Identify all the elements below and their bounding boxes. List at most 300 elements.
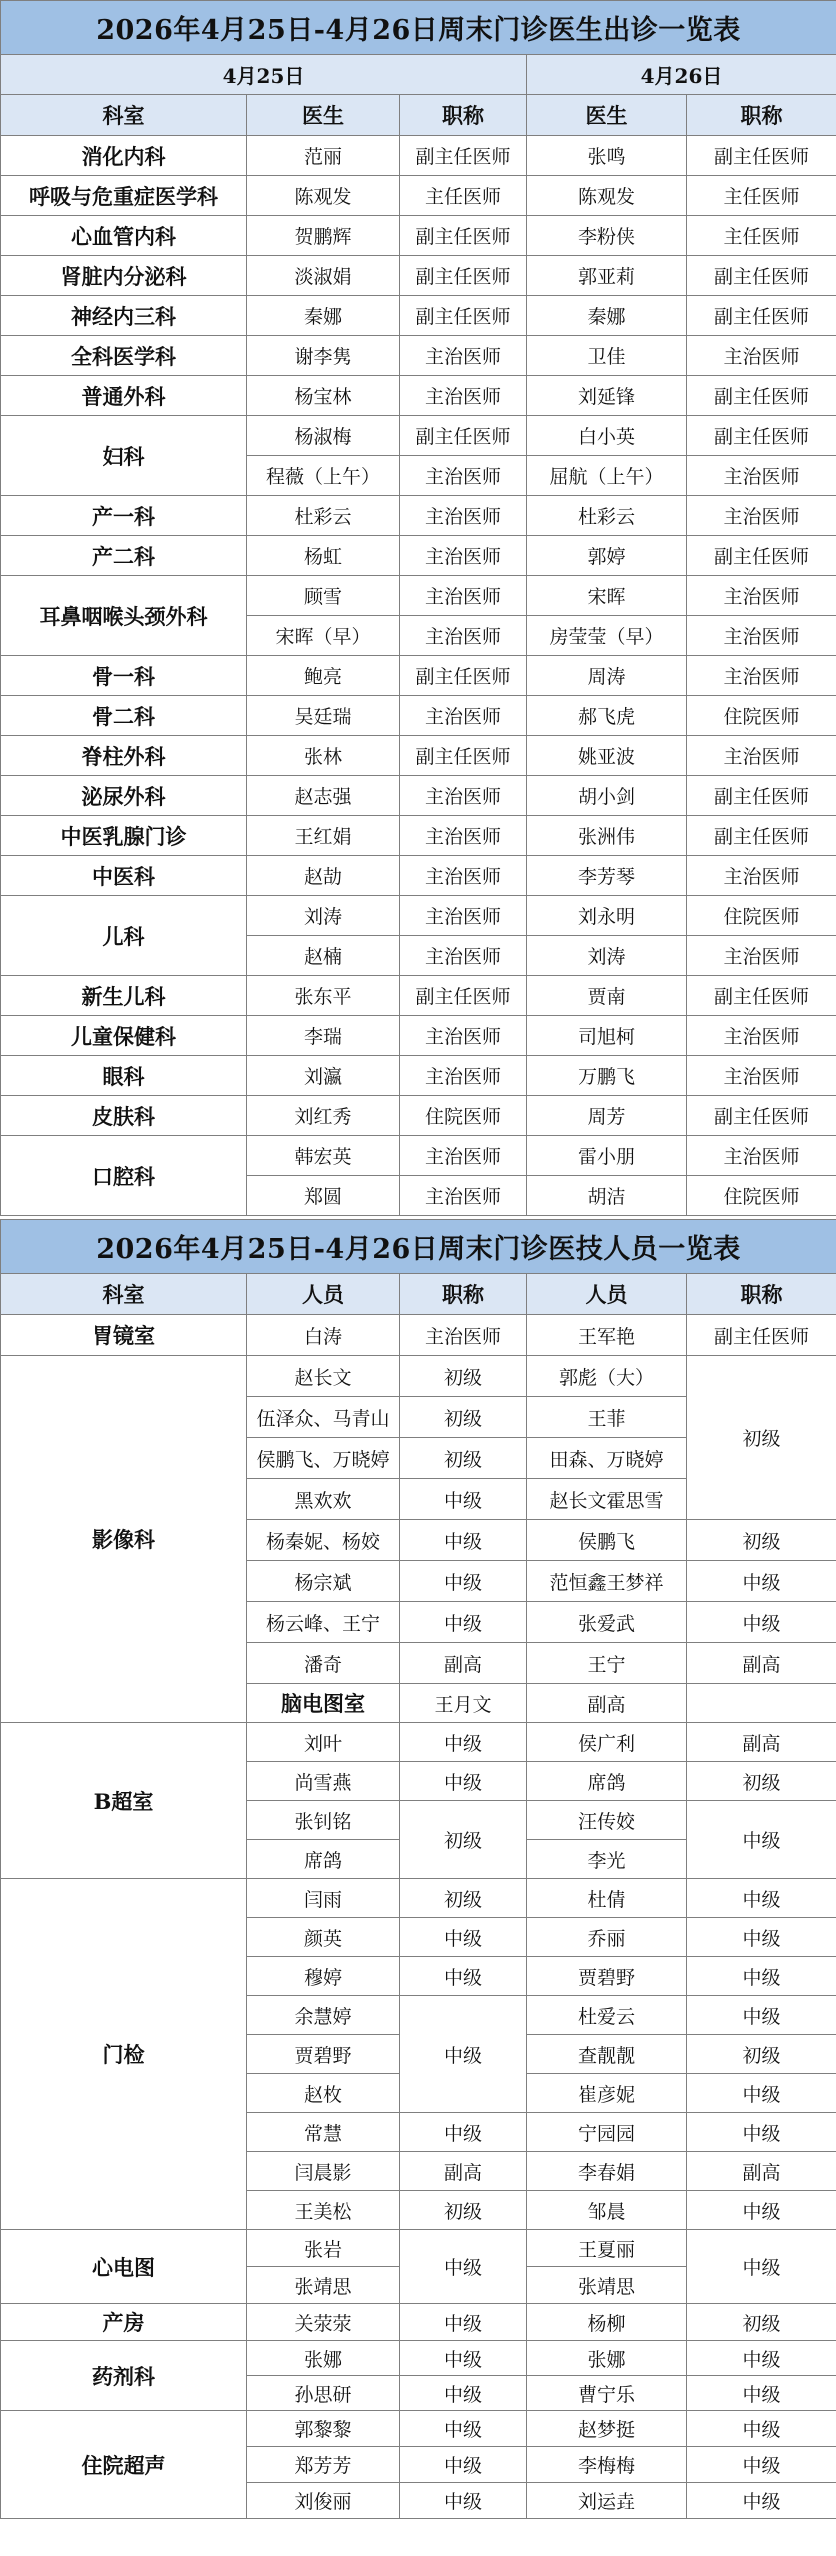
doctor-row [1, 376, 836, 416]
doctor-row [1, 536, 836, 576]
doctor-dept-cell: 眼科 [1, 1056, 247, 1096]
doctor-cell: 主任医师 [400, 176, 527, 216]
doctor-cell: 副主任医师 [687, 136, 836, 176]
doctor-cell: 副主任医师 [687, 976, 836, 1016]
staff-cell: 中级 [400, 1957, 527, 1996]
doctor-dept-cell: 心血管内科 [1, 216, 247, 256]
staff-cell: 侯鹏飞、万晓婷 [247, 1438, 400, 1479]
staff-dept-cell: 心电图 [1, 2230, 247, 2304]
staff-cell: 王军艳 [527, 1315, 687, 1356]
staff-cell [687, 1684, 836, 1723]
staff-cell: 邹晨 [527, 2191, 687, 2230]
staff-cell: 中级 [400, 2483, 527, 2519]
doctor-dept-cell: 妇科 [1, 416, 247, 496]
doctor-cell: 刘涛 [247, 896, 400, 936]
doctor-cell: 住院医师 [687, 1176, 836, 1216]
staff-cell: 黑欢欢 [247, 1479, 400, 1520]
staff-cell: 李春娟 [527, 2152, 687, 2191]
doctor-cell: 主治医师 [687, 496, 836, 536]
staff-row [1, 2341, 836, 2376]
header-staff-2: 人员 [527, 1274, 687, 1315]
doctor-cell: 李粉侠 [527, 216, 687, 256]
doctor-cell: 郭亚莉 [527, 256, 687, 296]
doctor-dept-cell: 儿童保健科 [1, 1016, 247, 1056]
doctor-cell: 屈航（上午） [527, 456, 687, 496]
doctor-cell: 顾雪 [247, 576, 400, 616]
doctor-dept-cell: 新生儿科 [1, 976, 247, 1016]
staff-cell: 副高 [687, 2152, 836, 2191]
doctor-cell: 张洲伟 [527, 816, 687, 856]
staff-cell: 王月文 [400, 1684, 527, 1723]
staff-row [1, 2304, 836, 2341]
staff-cell: 贾碧野 [247, 2035, 400, 2074]
staff-cell: 中级 [400, 2230, 527, 2304]
doctor-table-body [1, 136, 836, 1216]
staff-cell: 中级 [400, 1520, 527, 1561]
staff-dept-cell: 脑电图室 [247, 1684, 400, 1723]
doctor-dept-cell: 骨二科 [1, 696, 247, 736]
doctor-cell: 副主任医师 [400, 976, 527, 1016]
staff-cell: 副主任医师 [687, 1315, 836, 1356]
staff-cell: 杨云峰、王宁 [247, 1602, 400, 1643]
doctor-cell: 淡淑娟 [247, 256, 400, 296]
doctor-cell: 秦娜 [247, 296, 400, 336]
doctor-cell: 白小英 [527, 416, 687, 456]
staff-cell: 中级 [400, 2113, 527, 2152]
doctor-cell: 主治医师 [400, 1016, 527, 1056]
doctor-cell: 主治医师 [400, 856, 527, 896]
doctor-cell: 胡洁 [527, 1176, 687, 1216]
staff-cell: 王美松 [247, 2191, 400, 2230]
staff-cell: 刘运垚 [527, 2483, 687, 2519]
doctor-row [1, 416, 836, 456]
staff-cell: 中级 [687, 2447, 836, 2483]
staff-cell: 闫晨影 [247, 2152, 400, 2191]
doctor-dept-cell: 产一科 [1, 496, 247, 536]
doctor-dept-cell: 皮肤科 [1, 1096, 247, 1136]
staff-cell: 乔丽 [527, 1918, 687, 1957]
doctor-cell: 主治医师 [400, 936, 527, 976]
doctor-cell: 副主任医师 [687, 256, 836, 296]
doctor-cell: 副主任医师 [400, 216, 527, 256]
staff-cell: 初级 [687, 2035, 836, 2074]
doctor-cell: 主治医师 [400, 456, 527, 496]
doctor-cell: 副主任医师 [687, 416, 836, 456]
staff-cell: 中级 [400, 1561, 527, 1602]
doctor-cell: 刘延锋 [527, 376, 687, 416]
doctor-cell: 宋晖（早） [247, 616, 400, 656]
doctor-cell: 副主任医师 [687, 816, 836, 856]
staff-cell: 中级 [400, 1479, 527, 1520]
doctor-cell: 主治医师 [687, 336, 836, 376]
doctor-dept-cell: 全科医学科 [1, 336, 247, 376]
doctor-row [1, 776, 836, 816]
doctor-cell: 主治医师 [687, 856, 836, 896]
doctor-cell: 杨虹 [247, 536, 400, 576]
staff-cell: 初级 [400, 1356, 527, 1397]
staff-cell: 中级 [400, 2411, 527, 2447]
doctor-row [1, 176, 836, 216]
header-title-1: 职称 [400, 95, 527, 136]
doctor-cell: 雷小朋 [527, 1136, 687, 1176]
doctor-row [1, 976, 836, 1016]
staff-cell: 王夏丽 [527, 2230, 687, 2267]
doctor-cell: 主治医师 [687, 616, 836, 656]
doctor-dept-cell: 骨一科 [1, 656, 247, 696]
staff-row [1, 1723, 836, 1762]
staff-dept-cell: 影像科 [1, 1356, 247, 1723]
doctor-row [1, 296, 836, 336]
doctor-cell: 主治医师 [687, 576, 836, 616]
staff-cell: 初级 [400, 1397, 527, 1438]
staff-cell: 中级 [687, 2191, 836, 2230]
staff-cell: 曹宁乐 [527, 2376, 687, 2411]
staff-cell: 杜爱云 [527, 1996, 687, 2035]
staff-cell: 中级 [400, 1723, 527, 1762]
staff-cell: 白涛 [247, 1315, 400, 1356]
header-staff-title-1: 职称 [400, 1274, 527, 1315]
staff-cell: 初级 [687, 2304, 836, 2341]
header-doctor-1: 医生 [247, 95, 400, 136]
staff-cell: 中级 [687, 2074, 836, 2113]
staff-cell: 贾碧野 [527, 1957, 687, 1996]
staff-row [1, 1356, 836, 1397]
doctor-cell: 周芳 [527, 1096, 687, 1136]
doctor-dept-cell: 口腔科 [1, 1136, 247, 1216]
doctor-cell: 郑圆 [247, 1176, 400, 1216]
doctor-cell: 吴廷瑞 [247, 696, 400, 736]
doctor-cell: 主治医师 [400, 776, 527, 816]
doctor-cell: 秦娜 [527, 296, 687, 336]
staff-cell: 伍泽众、马青山 [247, 1397, 400, 1438]
doctor-cell: 主治医师 [400, 576, 527, 616]
doctor-dept-cell: 儿科 [1, 896, 247, 976]
staff-cell: 颜英 [247, 1918, 400, 1957]
staff-cell: 张岩 [247, 2230, 400, 2267]
doctor-cell: 主治医师 [687, 736, 836, 776]
doctor-dept-cell: 消化内科 [1, 136, 247, 176]
doctor-cell: 副主任医师 [687, 536, 836, 576]
staff-dept-cell: 药剂科 [1, 2341, 247, 2411]
staff-cell: 中级 [687, 2376, 836, 2411]
staff-cell: 中级 [400, 1996, 527, 2113]
staff-cell: 中级 [687, 1918, 836, 1957]
date-header-2: 4月26日 [527, 55, 836, 95]
doctor-cell: 主治医师 [400, 1136, 527, 1176]
doctor-cell: 杨宝林 [247, 376, 400, 416]
doctor-cell: 副主任医师 [400, 736, 527, 776]
doctor-cell: 李瑞 [247, 1016, 400, 1056]
doctor-cell: 住院医师 [687, 896, 836, 936]
doctor-cell: 鲍亮 [247, 656, 400, 696]
doctor-cell: 副主任医师 [687, 296, 836, 336]
doctor-cell: 主治医师 [400, 496, 527, 536]
staff-cell: 中级 [400, 2447, 527, 2483]
staff-cell: 中级 [687, 2230, 836, 2304]
header-dept-2: 科室 [1, 1274, 247, 1315]
doctor-row [1, 856, 836, 896]
staff-cell: 中级 [687, 2113, 836, 2152]
doctor-cell: 主任医师 [687, 216, 836, 256]
doctor-cell: 副主任医师 [400, 256, 527, 296]
staff-cell: 中级 [400, 2341, 527, 2376]
doctor-cell: 李芳琴 [527, 856, 687, 896]
staff-row [1, 2230, 836, 2267]
doctor-cell: 主任医师 [687, 176, 836, 216]
doctor-cell: 陈观发 [527, 176, 687, 216]
doctor-row [1, 656, 836, 696]
staff-dept-cell: 产房 [1, 2304, 247, 2341]
staff-cell: 杨宗斌 [247, 1561, 400, 1602]
doctor-cell: 住院医师 [400, 1096, 527, 1136]
staff-cell: 杨柳 [527, 2304, 687, 2341]
doctor-row [1, 256, 836, 296]
staff-cell: 宁园园 [527, 2113, 687, 2152]
staff-dept-cell: 胃镜室 [1, 1315, 247, 1356]
doctor-row [1, 576, 836, 616]
doctor-cell: 杨淑梅 [247, 416, 400, 456]
doctor-cell: 贺鹏辉 [247, 216, 400, 256]
staff-dept-cell: 住院超声 [1, 2411, 247, 2519]
doctor-cell: 卫佳 [527, 336, 687, 376]
doctor-cell: 主治医师 [400, 896, 527, 936]
doctor-cell: 副主任医师 [687, 776, 836, 816]
doctor-cell: 张东平 [247, 976, 400, 1016]
doctor-cell: 主治医师 [687, 1016, 836, 1056]
staff-cell: 初级 [400, 1438, 527, 1479]
staff-cell: 中级 [687, 2411, 836, 2447]
staff-row [1, 1879, 836, 1918]
doctor-row [1, 336, 836, 376]
staff-cell: 刘俊丽 [247, 2483, 400, 2519]
staff-cell: 常慧 [247, 2113, 400, 2152]
header-title-2: 职称 [687, 95, 836, 136]
staff-table-title: 2026年4月25日-4月26日周末门诊医技人员一览表 [1, 1220, 836, 1274]
staff-cell: 主治医师 [400, 1315, 527, 1356]
staff-cell: 初级 [400, 2191, 527, 2230]
staff-table-body [1, 1315, 836, 2519]
doctor-cell: 姚亚波 [527, 736, 687, 776]
staff-cell: 田森、万晓婷 [527, 1438, 687, 1479]
staff-dept-cell: 门检 [1, 1879, 247, 2230]
staff-cell: 汪传姣 [527, 1801, 687, 1840]
staff-cell: 中级 [400, 2304, 527, 2341]
staff-cell: 范恒鑫王梦祥 [527, 1561, 687, 1602]
doctor-cell: 司旭柯 [527, 1016, 687, 1056]
staff-cell: 尚雪燕 [247, 1762, 400, 1801]
doctor-dept-cell: 普通外科 [1, 376, 247, 416]
doctor-row [1, 496, 836, 536]
staff-dept-cell: B超室 [1, 1723, 247, 1879]
doctor-cell: 赵劼 [247, 856, 400, 896]
doctor-cell: 刘涛 [527, 936, 687, 976]
doctor-cell: 陈观发 [247, 176, 400, 216]
doctor-cell: 谢李隽 [247, 336, 400, 376]
staff-cell: 初级 [687, 1520, 836, 1561]
doctor-cell: 主治医师 [687, 456, 836, 496]
staff-cell: 中级 [687, 1561, 836, 1602]
doctor-row [1, 136, 836, 176]
staff-cell: 张娜 [247, 2341, 400, 2376]
doctor-cell: 主治医师 [400, 696, 527, 736]
doctor-cell: 副主任医师 [400, 416, 527, 456]
doctor-dept-cell: 中医科 [1, 856, 247, 896]
staff-cell: 赵梦挺 [527, 2411, 687, 2447]
doctor-cell: 副主任医师 [400, 656, 527, 696]
doctor-cell: 主治医师 [687, 1136, 836, 1176]
header-dept: 科室 [1, 95, 247, 136]
staff-cell: 郑芳芳 [247, 2447, 400, 2483]
staff-cell: 郭彪（大） [527, 1356, 687, 1397]
staff-cell: 副高 [527, 1684, 687, 1723]
doctor-cell: 主治医师 [400, 336, 527, 376]
doctor-row [1, 1016, 836, 1056]
staff-cell: 席鸽 [527, 1762, 687, 1801]
staff-cell: 刘叶 [247, 1723, 400, 1762]
doctor-cell: 宋晖 [527, 576, 687, 616]
date-header-1: 4月25日 [1, 55, 527, 95]
doctor-cell: 主治医师 [400, 536, 527, 576]
doctor-row [1, 736, 836, 776]
doctor-cell: 赵志强 [247, 776, 400, 816]
staff-cell: 侯广利 [527, 1723, 687, 1762]
doctor-dept-cell: 肾脏内分泌科 [1, 256, 247, 296]
doctor-dept-cell: 产二科 [1, 536, 247, 576]
doctor-cell: 周涛 [527, 656, 687, 696]
staff-cell: 初级 [400, 1801, 527, 1879]
staff-cell: 张靖思 [527, 2267, 687, 2304]
staff-cell: 初级 [687, 1356, 836, 1520]
doctor-cell: 郝飞虎 [527, 696, 687, 736]
staff-cell: 张钊铭 [247, 1801, 400, 1840]
doctor-dept-cell: 神经内三科 [1, 296, 247, 336]
doctor-cell: 韩宏英 [247, 1136, 400, 1176]
doctor-row [1, 1096, 836, 1136]
staff-cell: 杜倩 [527, 1879, 687, 1918]
doctor-cell: 副主任医师 [687, 1096, 836, 1136]
staff-cell: 副高 [400, 1643, 527, 1684]
staff-cell: 张爱武 [527, 1602, 687, 1643]
staff-cell: 初级 [400, 1879, 527, 1918]
doctor-cell: 主治医师 [400, 1056, 527, 1096]
staff-cell: 侯鹏飞 [527, 1520, 687, 1561]
doctor-cell: 房莹莹（早） [527, 616, 687, 656]
staff-cell: 中级 [687, 2483, 836, 2519]
doctor-cell: 赵楠 [247, 936, 400, 976]
doctor-cell: 杜彩云 [247, 496, 400, 536]
doctor-cell: 刘红秀 [247, 1096, 400, 1136]
doctor-dept-cell: 泌尿外科 [1, 776, 247, 816]
doctor-row [1, 816, 836, 856]
doctor-cell: 主治医师 [400, 816, 527, 856]
doctor-cell: 主治医师 [400, 376, 527, 416]
doctor-row [1, 1056, 836, 1096]
doctor-cell: 主治医师 [400, 1176, 527, 1216]
staff-cell: 赵长文 [247, 1356, 400, 1397]
staff-cell: 张娜 [527, 2341, 687, 2376]
doctor-cell: 刘永明 [527, 896, 687, 936]
doctor-cell: 住院医师 [687, 696, 836, 736]
doctor-row [1, 216, 836, 256]
staff-cell: 席鸽 [247, 1840, 400, 1879]
doctor-cell: 范丽 [247, 136, 400, 176]
staff-cell: 中级 [687, 1602, 836, 1643]
doctor-cell: 胡小剑 [527, 776, 687, 816]
staff-cell: 中级 [687, 1801, 836, 1879]
staff-cell: 中级 [400, 2376, 527, 2411]
staff-cell: 副高 [687, 1643, 836, 1684]
doctor-row [1, 1136, 836, 1176]
staff-cell: 关荥荥 [247, 2304, 400, 2341]
staff-cell: 王宁 [527, 1643, 687, 1684]
doctor-cell: 张林 [247, 736, 400, 776]
doctor-cell: 主治医师 [400, 616, 527, 656]
staff-cell: 副高 [400, 2152, 527, 2191]
staff-cell: 穆婷 [247, 1957, 400, 1996]
doctor-cell: 副主任医师 [400, 136, 527, 176]
staff-cell: 查靓靓 [527, 2035, 687, 2074]
doctor-cell: 副主任医师 [400, 296, 527, 336]
header-staff-title-2: 职称 [687, 1274, 836, 1315]
staff-cell: 郭黎黎 [247, 2411, 400, 2447]
staff-row [1, 2411, 836, 2447]
doctor-row [1, 696, 836, 736]
doctor-dept-cell: 脊柱外科 [1, 736, 247, 776]
staff-cell: 中级 [400, 1602, 527, 1643]
doctor-cell: 万鹏飞 [527, 1056, 687, 1096]
header-doctor-2: 医生 [527, 95, 687, 136]
staff-cell: 闫雨 [247, 1879, 400, 1918]
doctor-dept-cell: 呼吸与危重症医学科 [1, 176, 247, 216]
staff-cell: 中级 [687, 1996, 836, 2035]
staff-cell: 李光 [527, 1840, 687, 1879]
doctor-cell: 主治医师 [687, 656, 836, 696]
staff-cell: 中级 [687, 1879, 836, 1918]
header-staff-1: 人员 [247, 1274, 400, 1315]
doctor-cell: 主治医师 [687, 1056, 836, 1096]
doctor-cell: 程薇（上午） [247, 456, 400, 496]
doctor-dept-cell: 耳鼻咽喉头颈外科 [1, 576, 247, 656]
staff-cell: 余慧婷 [247, 1996, 400, 2035]
doctor-cell: 王红娟 [247, 816, 400, 856]
staff-cell: 张靖思 [247, 2267, 400, 2304]
doctor-cell: 张鸣 [527, 136, 687, 176]
staff-cell: 杨秦妮、杨姣 [247, 1520, 400, 1561]
staff-cell: 副高 [687, 1723, 836, 1762]
doctor-cell: 杜彩云 [527, 496, 687, 536]
staff-cell: 孙思研 [247, 2376, 400, 2411]
doctor-cell: 刘瀛 [247, 1056, 400, 1096]
staff-cell: 赵枚 [247, 2074, 400, 2113]
staff-row [1, 1315, 836, 1356]
staff-cell: 王菲 [527, 1397, 687, 1438]
staff-cell: 李梅梅 [527, 2447, 687, 2483]
staff-cell: 中级 [687, 1957, 836, 1996]
staff-cell: 中级 [400, 1918, 527, 1957]
doctor-cell: 郭婷 [527, 536, 687, 576]
staff-cell: 赵长文霍思雪 [527, 1479, 687, 1520]
staff-cell: 潘奇 [247, 1643, 400, 1684]
doctor-cell: 副主任医师 [687, 376, 836, 416]
doctor-cell: 主治医师 [687, 936, 836, 976]
doctor-row [1, 896, 836, 936]
doctor-cell: 贾南 [527, 976, 687, 1016]
staff-cell: 初级 [687, 1762, 836, 1801]
staff-cell: 中级 [687, 2341, 836, 2376]
doctor-table-title: 2026年4月25日-4月26日周末门诊医生出诊一览表 [1, 1, 836, 55]
staff-cell: 崔彦妮 [527, 2074, 687, 2113]
doctor-dept-cell: 中医乳腺门诊 [1, 816, 247, 856]
